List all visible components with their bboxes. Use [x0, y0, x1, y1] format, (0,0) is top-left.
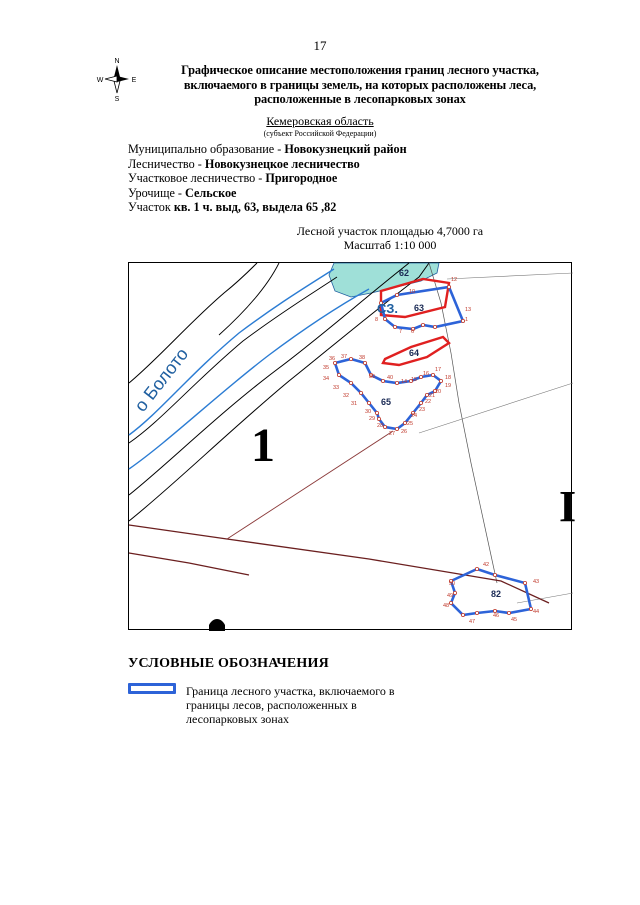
quarter-boundary-ne: [447, 273, 573, 279]
vertex-numbers: [323, 277, 539, 625]
map-blob: [209, 619, 225, 631]
svg-text:12: 12: [451, 277, 458, 283]
svg-text:13: 13: [465, 307, 472, 313]
svg-text:28: 28: [377, 423, 384, 429]
svg-text:8: 8: [375, 317, 379, 323]
quarter-number: 1: [251, 419, 275, 472]
svg-text:42: 42: [483, 562, 490, 568]
svg-text:24: 24: [411, 413, 418, 419]
svg-text:37: 37: [341, 354, 348, 360]
svg-text:29: 29: [369, 416, 376, 422]
vertex-points: [333, 285, 532, 616]
terrain-line-3: [129, 263, 257, 383]
river-line-2: [129, 277, 340, 443]
svg-text:31: 31: [351, 401, 358, 407]
river-line-1: [129, 269, 334, 435]
svg-text:14: 14: [401, 379, 408, 385]
svg-text:47: 47: [469, 619, 476, 625]
stand-label-64: 64: [409, 348, 420, 358]
svg-text:17: 17: [435, 367, 442, 373]
svg-text:49: 49: [447, 593, 454, 599]
info-tract: Урочище - Сельское: [128, 186, 237, 200]
svg-text:27: 27: [389, 431, 396, 437]
svg-text:16: 16: [423, 371, 430, 377]
river-name: о Болото: [130, 344, 193, 416]
svg-text:46: 46: [493, 613, 500, 619]
quarter-letter-partial: I: [559, 482, 577, 531]
svg-text:22: 22: [425, 399, 432, 405]
compass-w: W: [96, 77, 104, 84]
terrain-line-4: [219, 263, 279, 335]
svg-text:32: 32: [343, 393, 350, 399]
quarter-boundary-east: [429, 263, 497, 583]
svg-text:39: 39: [369, 374, 376, 380]
compass-rose-icon: [96, 56, 138, 102]
svg-text:10: 10: [409, 289, 416, 295]
svg-text:40: 40: [387, 375, 394, 381]
svg-text:33: 33: [333, 385, 340, 391]
svg-text:21: 21: [429, 393, 436, 399]
map-scale: Масштаб 1:10 000: [343, 238, 437, 252]
svg-text:23: 23: [419, 407, 426, 413]
legend-title: УСЛОВНЫЕ ОБОЗНАЧЕНИЯ: [128, 656, 329, 671]
legend-swatch: [128, 683, 176, 694]
region-note: (субъект Российской Федерации): [263, 129, 377, 138]
compass-n: N: [114, 58, 120, 65]
map-drawing: [129, 263, 577, 631]
svg-text:7: 7: [399, 329, 403, 335]
region: Кемеровская область: [266, 114, 374, 128]
compass-s: S: [114, 96, 120, 103]
quarter-boundary-mid: [419, 383, 573, 433]
road-lower: [129, 553, 249, 575]
svg-text:34: 34: [323, 376, 330, 382]
info-municipality: Муниципально образование - Новокузнецкий район: [128, 142, 407, 156]
document-title: Графическое описание местоположения границ лесного участка, включаемого в границы земель, на которых расположены леса, расположенные в лесопарковых зонах: [181, 63, 539, 106]
page-number: 17: [313, 38, 327, 53]
svg-text:38: 38: [359, 355, 366, 361]
plot-boundary-65: [335, 359, 441, 429]
stand-label-65: 65: [381, 397, 392, 407]
svg-text:43: 43: [533, 579, 540, 585]
svg-text:44: 44: [533, 609, 540, 615]
sg-label: СЗ.: [377, 301, 398, 316]
info-plot: Участок кв. 1 ч. выд, 63, выдела 65 ,82: [128, 200, 337, 214]
svg-text:26: 26: [401, 429, 408, 435]
svg-text:35: 35: [323, 365, 330, 371]
svg-text:48: 48: [443, 603, 450, 609]
svg-text:45: 45: [511, 617, 518, 623]
compass-e: E: [131, 77, 137, 84]
svg-text:36: 36: [329, 356, 336, 362]
info-forestry: Лесничество - Новокузнецкое лесничество: [128, 157, 360, 171]
svg-text:19: 19: [445, 383, 452, 389]
stand-label-62: 62: [399, 268, 410, 278]
stand-label-82: 82: [491, 589, 502, 599]
svg-text:50: 50: [449, 581, 456, 587]
svg-text:6: 6: [411, 329, 415, 335]
svg-text:25: 25: [407, 421, 414, 427]
plot-area: Лесной участок площадью 4,7000 га: [296, 224, 484, 238]
legend-item-text: Граница лесного участка, включаемого в границы лесов, расположенных в лесопарковых зонах: [186, 684, 395, 726]
svg-text:30: 30: [365, 409, 372, 415]
svg-text:15: 15: [411, 377, 418, 383]
map-frame: [128, 262, 577, 630]
info-district-forestry: Участковое лесничество - Пригородное: [128, 171, 338, 185]
svg-text:1: 1: [465, 317, 469, 323]
svg-text:18: 18: [445, 375, 452, 381]
svg-text:20: 20: [435, 389, 442, 395]
stand-label-63: 63: [414, 303, 425, 313]
